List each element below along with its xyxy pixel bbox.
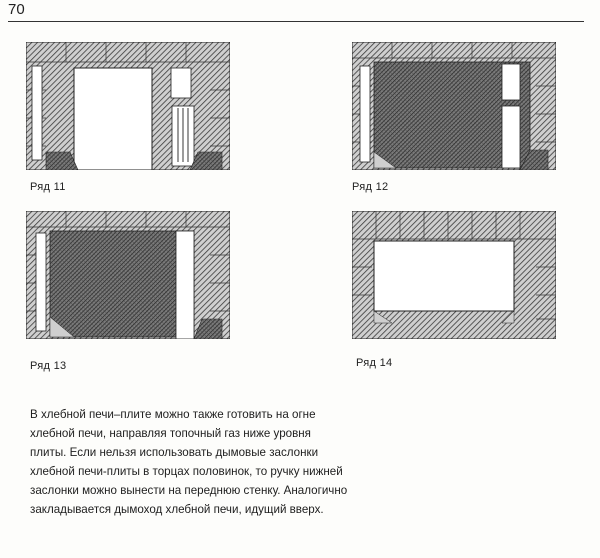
figure-row-13 xyxy=(26,211,230,339)
figure-caption-row-12: Ряд 12 xyxy=(352,181,389,193)
row-13-diagram xyxy=(26,211,230,339)
figure-row-14 xyxy=(352,211,556,339)
figure-row-12 xyxy=(352,42,556,170)
figure-caption-row-11: Ряд 11 xyxy=(30,181,66,193)
figure-caption-row-13: Ряд 13 xyxy=(30,360,67,372)
figure-row-11 xyxy=(26,42,230,170)
header-rule xyxy=(8,21,584,22)
row-14-diagram xyxy=(352,211,556,339)
page-number: 70 xyxy=(8,1,25,18)
row-11-diagram xyxy=(26,42,230,170)
body-paragraph: В хлебной печи–плите можно также готовить на огне хлебной печи, направляя топочный газ ниже уровня плиты. Если нельзя использовать дымовые заслонки хлебной печи-плиты в торцах половинок, то ручку нижней заслонки можно вынести на переднюю стенку. Аналогично закладывается дымоход хлебной печи, идущий вверх. xyxy=(30,408,348,516)
row-12-diagram xyxy=(352,42,556,170)
figure-caption-row-14: Ряд 14 xyxy=(356,357,393,369)
